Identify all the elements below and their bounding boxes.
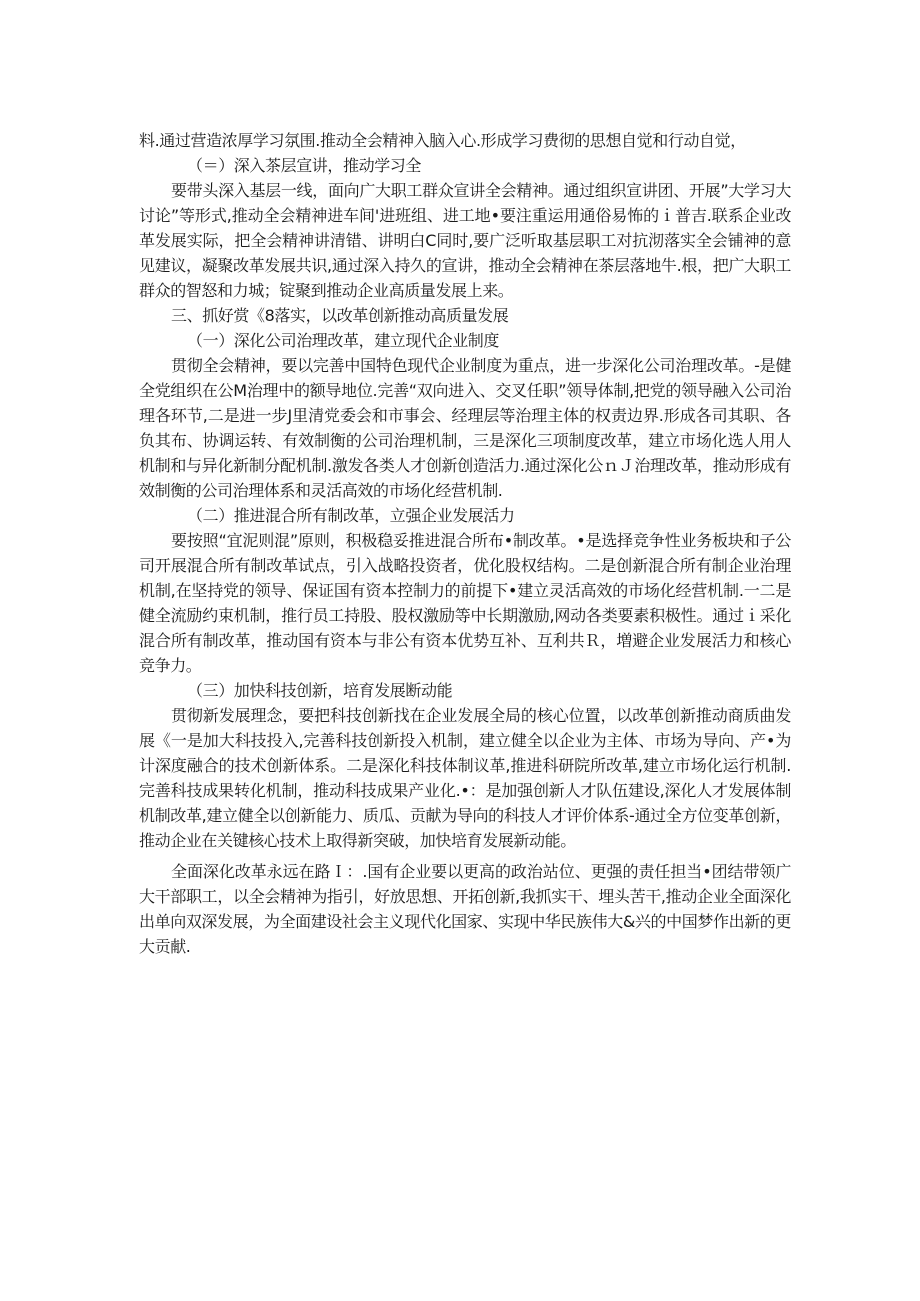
- subheading-mixed-ownership: （二）推进混合所有制改革，立强企业发展活力: [187, 506, 515, 525]
- paragraph-tech-innovation: 贯彻新发展理念，要把科技创新找在企业发展全局的核心位置，以改革创新推动商质曲发展《一是加大科技投入,完善科技创新投入机制，建立健全以企业为主体、市场为导向、产•为计深度融合的技术创新体系。二是深化科技体制议革,推进科研院所改革,建立市场化运行机制.完善科技成果转化机制，推动科技成果产业化.•：是加强创新人才队伍建设,深化人才发展体制机制改革,建立健全以创新能力、质瓜、贡献为导向的科技人才评价体系-通过全方位变革创新，推动企业在关键核心技术上取得新突破，加快培育发展新动能。: [139, 706, 791, 850]
- subheading-corporate-governance: （一）深化公司治理改革，建立现代企业制度: [187, 331, 500, 350]
- paragraph-mixed-ownership: 要按照“宜泥则混”原则，积极稳妥推进混合所布•制改革。•是选择竞争性业务板块和子公司开展混合所有制改革试点，引入战略投资者，优化股权结构。二是创新混合所有制企业治理机制,在坚持党的领导、保证国有资本控制力的前提下•建立灵活高效的市场化经营机制.一二是健全流励约束机制，推行员工持股、股权激励等中长期激励,网动各类要素积极性。通过ｉ采化混合所有制改革，推动国有资本与非公有资本优势互补、互利共Ｒ，増避企业发展活力和核心竞争力。: [139, 531, 791, 675]
- subheading-tech-innovation: （三）加快科技创新，培育发展断动能: [187, 681, 453, 700]
- paragraph-corporate-governance: 贯彻全会精神，要以完善中国特色现代企业制度为重点，进一步深化公司治理改革。-是健全党组织在公M治理中的额导地位.完善“双向进入、交叉任职”领导体制,把党的领导融入公司治理各环节,二是进一步J里清党委会和市事会、经理层等治理主体的权责边界.形成各司其职、各负其布、协调运转、有效制衡的公司治理机制，三是深化三项制度改革，建立市场化选人用人机制和与异化新制分配机制.激发各类人才创新创造活力.通过深化公ｎＪ治理改革，推动形成有效制衡的公司治理体系和灵活高效的市场化经营机制.: [139, 356, 791, 500]
- paragraph-conclusion: 全面深化改革永远在路Ｉ：.国有企业要以更高的政治站位、更强的责任担当•团结带领广大干部职工，以全会精神为指引，好放思想、开拓创新,我抓实干、埋头苦干,推动企业全面深化出单向双深发展，为全面建设社会主义现代化国家、实现中华民族伟大&兴的中国梦作出新的更大贡献.: [139, 862, 791, 956]
- paragraph-grassroots-outreach: 要带头深入基层一线，面向广大职工群众宣讲全会精神。通过组织宣讲团、开展”大学习大讨论”等形式,推动全会精神进车间'进班组、进工地•要注重运用通俗易怖的ｉ普吉.联系企业改革发展实际，把全会精神讲清错、讲明白C同时,要广泛听取基层职工对抗沏落实全会铺神的意见建议，凝聚改革发展共识,通过深入持久的宣讲，推动全会精神在茶层落地牛.根，把广大职工群众的智怒和力城；锭聚到推动企业高质量发展上来。: [139, 181, 791, 300]
- paragraph-continuation: 料.通过营造浓厚学习氛围.推动全会精神入脑入心.形成学习费彻的思想自觉和行动自觉，: [139, 131, 746, 150]
- section-heading-three: 三、抓好赏《8落实，以改革创新推动高质量发展: [171, 306, 509, 325]
- document-page: [139, 128, 791, 959]
- subheading-grassroots-outreach: （＝）深入茶层宣讲，推动学习全: [187, 156, 422, 175]
